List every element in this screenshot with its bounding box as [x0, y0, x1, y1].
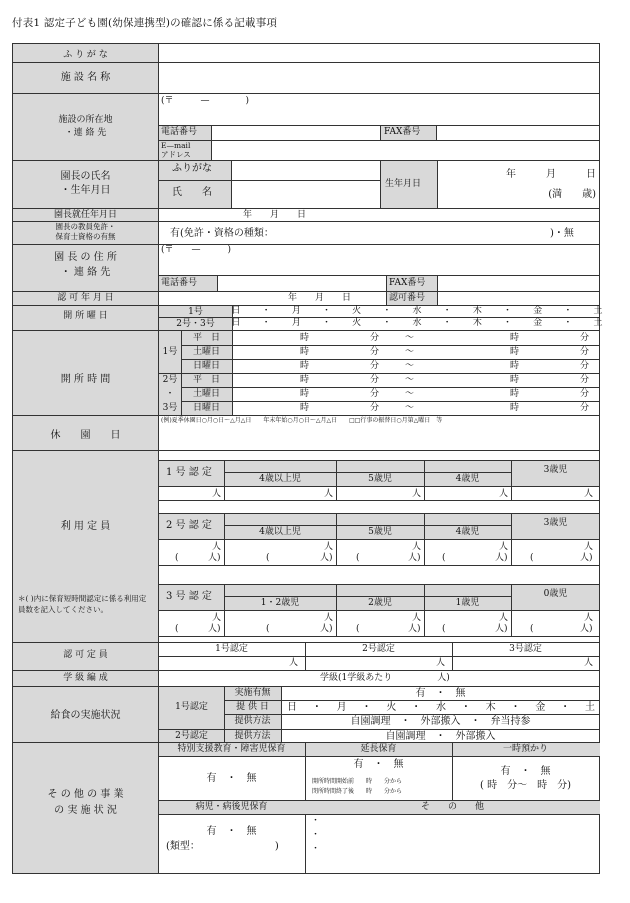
extended-end[interactable]: 閉所時間終了後 時 分から — [312, 788, 403, 795]
meal-day-cell[interactable]: 金 — [535, 702, 546, 713]
capacity-paren-open[interactable]: ( — [356, 553, 360, 563]
meals-day-label: 提 供 日 — [236, 702, 269, 712]
divider — [12, 244, 600, 245]
meal-day-cell[interactable]: 月 — [336, 702, 347, 713]
hours-kara: ～ — [405, 347, 415, 357]
hours-fun-open[interactable]: 分 — [370, 375, 380, 385]
director-furigana-label: ふりがな — [172, 163, 212, 174]
capacity-paren-open[interactable]: ( — [266, 553, 270, 563]
hours-fun-close[interactable]: 分 — [580, 403, 590, 413]
divider — [599, 460, 600, 500]
day-cell: ・ — [382, 306, 392, 316]
hours-day: 土曜日 — [192, 347, 220, 357]
hours-day: 日曜日 — [192, 361, 220, 371]
day-cell: ・ — [502, 318, 512, 328]
license-value[interactable]: 有(免許・資格の種類： — [170, 228, 274, 239]
capacity-note: ＊( )内に保育短時間認定に係る利用定員数を記入してください。 — [18, 594, 147, 614]
other-bullet-3: ・ — [311, 844, 321, 854]
open-hours-label: 開 所 時 間 — [60, 374, 111, 385]
capacity-col-header: 1歳児 — [455, 598, 480, 608]
meals-type-2: 2号認定 — [175, 731, 208, 741]
divider — [386, 291, 387, 305]
hours-kara: ～ — [405, 361, 415, 371]
capacity-col-header: 5歳児 — [368, 527, 392, 537]
address-postal[interactable]: (〒 — ) — [161, 96, 250, 106]
meal-day-cell[interactable]: 木 — [485, 702, 496, 713]
divider — [224, 700, 600, 701]
divider — [224, 513, 225, 565]
hours-fun-open[interactable]: 分 — [370, 389, 380, 399]
capacity-nintei: 3 号 認 定 — [166, 591, 212, 602]
meals-method-2[interactable]: 自園調理 ・ 外部搬入 — [385, 731, 496, 742]
divider — [436, 125, 437, 140]
hours-day: 平 日 — [192, 375, 220, 385]
page-title: 付表1 認定子ども園(幼保連携型)の確認に係る記載事項 — [12, 17, 278, 29]
capacity-col-header: 1・2歳児 — [260, 598, 300, 608]
other-bullet-1: ・ — [311, 816, 321, 826]
divider — [159, 373, 600, 374]
license-label-2: 保育士資格の有無 — [55, 232, 116, 241]
day-cell: ・ — [502, 306, 512, 316]
capacity-paren-open[interactable]: ( — [530, 553, 534, 563]
capacity-unit[interactable]: 人 — [212, 542, 222, 552]
divider — [380, 125, 381, 140]
licensed-capacity-label: 認 可 定 員 — [63, 650, 108, 660]
divider — [217, 275, 218, 291]
meal-day-cell: ・ — [311, 702, 322, 713]
capacity-nintei: 1 号 認 定 — [166, 467, 212, 478]
divider — [158, 814, 600, 815]
hours-fun-close[interactable]: 分 — [580, 375, 590, 385]
divider — [437, 275, 438, 291]
temporary-time[interactable]: ( 時 分～ 時 分) — [480, 780, 571, 791]
furigana-label: ふ り が な — [63, 50, 108, 60]
divider — [386, 275, 387, 291]
birth-age[interactable]: (満 歳) — [548, 189, 596, 200]
approval-date[interactable]: 年 月 日 — [288, 293, 352, 303]
hours-ji-open[interactable]: 時 — [300, 375, 310, 385]
capacity-unit[interactable]: 人 — [324, 542, 334, 552]
day-cell: ・ — [321, 306, 331, 316]
divider — [158, 275, 600, 276]
day-cell: ・ — [382, 318, 392, 328]
day-cell[interactable]: 土 — [593, 318, 603, 328]
capacity-unit[interactable]: 人 — [499, 489, 509, 499]
capacity-paren-close[interactable]: 人) — [495, 553, 508, 563]
hours-fun-close[interactable]: 分 — [580, 361, 590, 371]
capacity-nintei: 2 号 認 定 — [166, 520, 212, 531]
hours-ji-open[interactable]: 時 — [300, 333, 310, 343]
capacity-col-header: 2歳児 — [368, 598, 392, 608]
divider — [181, 401, 600, 402]
facility-name-label: 施 設 名 称 — [60, 72, 111, 83]
day-cell: ・ — [261, 318, 271, 328]
divider — [158, 636, 600, 637]
hours-fun-close[interactable]: 分 — [580, 333, 590, 343]
capacity-paren-close[interactable]: 人) — [320, 624, 333, 634]
capacity-unit[interactable]: 人 — [584, 489, 594, 499]
divider — [158, 756, 600, 757]
capacity-paren-close[interactable]: 人) — [580, 624, 593, 634]
day-cell: ・ — [321, 318, 331, 328]
capacity-paren-open[interactable]: ( — [442, 624, 446, 634]
capacity-paren-open[interactable]: ( — [442, 553, 446, 563]
licensed-unit-2: 人 — [436, 658, 446, 668]
hours-type: 2号 — [162, 375, 178, 385]
day-cell[interactable]: 土 — [593, 306, 603, 316]
capacity-paren-open[interactable]: ( — [356, 624, 360, 634]
divider — [181, 359, 600, 360]
divider — [12, 291, 600, 292]
divider — [158, 125, 600, 126]
divider — [12, 415, 600, 416]
hours-fun-open[interactable]: 分 — [370, 333, 380, 343]
tel2-label: 電話番号 — [161, 278, 198, 288]
capacity-paren-open[interactable]: ( — [175, 553, 179, 563]
meals-umu[interactable]: 有 ・ 無 — [415, 688, 466, 699]
capacity-col-header: 4歳児 — [455, 474, 480, 484]
hours-ji-close[interactable]: 時 — [510, 403, 520, 413]
capacity-paren-close[interactable]: 人) — [495, 624, 508, 634]
divider — [336, 584, 337, 636]
divider — [12, 686, 600, 687]
director-address-label-2: ・ 連 絡 先 — [60, 267, 111, 278]
fax2-label: FAX番号 — [389, 278, 426, 288]
divider — [12, 642, 600, 643]
divider — [224, 714, 600, 715]
hours-fun-open[interactable]: 分 — [370, 347, 380, 357]
hours-ji-close[interactable]: 時 — [510, 389, 520, 399]
meal-day-cell[interactable]: 火 — [386, 702, 397, 713]
capacity-unit[interactable]: 人 — [584, 542, 594, 552]
license-tail[interactable]: )・無 — [550, 228, 574, 239]
hours-kara: ～ — [405, 333, 415, 343]
hours-ji-open[interactable]: 時 — [300, 403, 310, 413]
hours-day: 日曜日 — [192, 403, 220, 413]
capacity-col-header: 0歳児 — [543, 589, 568, 599]
divider — [599, 513, 600, 565]
capacity-paren-close[interactable]: 人) — [408, 624, 421, 634]
hours-ji-close[interactable]: 時 — [510, 361, 520, 371]
divider — [599, 584, 600, 636]
hours-day: 土曜日 — [192, 389, 220, 399]
other-label-1: そ の 他 の 事 業 — [47, 789, 124, 800]
divider — [211, 125, 212, 160]
day-cell[interactable]: 木 — [472, 306, 482, 316]
hours-fun-open[interactable]: 分 — [370, 403, 380, 413]
divider — [12, 450, 600, 451]
capacity-label: 利 用 定 員 — [60, 521, 111, 532]
holiday-example: (例)夏季休園日○月○日～△月△日 年末年始○月○日～△月△日 □□行事の振替日○月第△曜日 等 — [161, 417, 443, 424]
capacity-unit[interactable]: 人 — [212, 489, 222, 499]
divider — [380, 160, 381, 208]
hours-type: 1号 — [162, 347, 178, 357]
hours-type: 3号 — [162, 403, 178, 413]
divider — [424, 584, 425, 636]
address-label-1: 施設の所在地 — [58, 115, 113, 125]
capacity-paren-open[interactable]: ( — [266, 624, 270, 634]
day-cell[interactable]: 月 — [291, 318, 301, 328]
day-cell: ・ — [442, 306, 452, 316]
approval-num-label: 認可番号 — [389, 293, 426, 303]
open-days-type-1: 1号 — [188, 307, 203, 317]
inauguration-date[interactable]: 年 月 日 — [243, 210, 307, 220]
hours-fun-close[interactable]: 分 — [580, 347, 590, 357]
hours-ji-open[interactable]: 時 — [300, 361, 310, 371]
holiday-label: 休 園 日 — [50, 430, 121, 441]
divider — [12, 160, 600, 161]
meal-day-cell[interactable]: 水 — [436, 702, 446, 713]
other-h1: 特別支援教育・障害児保育 — [177, 744, 286, 754]
licensed-col-1: 1号認定 — [215, 644, 248, 654]
divider — [181, 345, 600, 346]
capacity-col-header: 4歳児 — [455, 527, 480, 537]
capacity-paren-close[interactable]: 人) — [580, 553, 593, 563]
day-cell[interactable]: 水 — [412, 306, 422, 316]
day-cell[interactable]: 木 — [472, 318, 482, 328]
divider — [424, 513, 425, 565]
capacity-paren-close[interactable]: 人) — [208, 553, 221, 563]
meal-day-cell[interactable]: 日 — [287, 702, 297, 713]
day-cell[interactable]: 火 — [352, 306, 362, 316]
meals-label: 給食の実施状況 — [50, 710, 121, 721]
class-value[interactable]: 学級(1学級あたり 人) — [320, 673, 450, 683]
open-days-label: 開 所 曜 日 — [63, 311, 108, 321]
capacity-col-header: 4歳以上児 — [259, 474, 301, 484]
hours-ji-close[interactable]: 時 — [510, 347, 520, 357]
open-days-type-2: 2号・3号 — [176, 319, 215, 329]
meals-jisshi-label: 実施有無 — [234, 688, 271, 698]
divider — [158, 565, 600, 566]
divider — [158, 180, 380, 181]
capacity-paren-close[interactable]: 人) — [408, 553, 421, 563]
capacity-col-header: 3歳児 — [543, 465, 568, 475]
divider — [12, 93, 600, 94]
hours-day: 平 日 — [192, 333, 220, 343]
class-label: 学 級 編 成 — [63, 673, 108, 683]
licensed-col-2: 2号認定 — [362, 644, 395, 654]
meal-day-cell: ・ — [510, 702, 521, 713]
divider — [224, 584, 225, 636]
day-cell[interactable]: 金 — [533, 318, 543, 328]
other-h4: 病児・病後児保育 — [195, 802, 268, 812]
address-label-2: ・連 絡 先 — [64, 128, 107, 138]
birth-label: 生年月日 — [385, 179, 422, 189]
tel-label: 電話番号 — [161, 127, 198, 137]
hours-ji-close[interactable]: 時 — [510, 375, 520, 385]
capacity-unit[interactable]: 人 — [412, 489, 422, 499]
licensed-unit-1: 人 — [289, 658, 299, 668]
divider — [224, 472, 511, 473]
divider — [336, 513, 337, 565]
capacity-unit[interactable]: 人 — [412, 542, 422, 552]
licensed-unit-3: 人 — [584, 658, 594, 668]
other-label-2: の 実 施 状 況 — [54, 805, 117, 816]
divider — [158, 729, 600, 730]
director-label-2: ・生年月日 — [60, 185, 111, 196]
capacity-unit[interactable]: 人 — [324, 613, 334, 623]
day-cell: ・ — [442, 318, 452, 328]
capacity-unit[interactable]: 人 — [412, 613, 422, 623]
other-h3: 一時預かり — [502, 744, 548, 754]
temporary-umu[interactable]: 有 ・ 無 — [500, 766, 551, 777]
meals-method-1[interactable]: 自園調理 ・ 外部搬入 ・ 弁当持参 — [350, 716, 531, 727]
day-cell[interactable]: 水 — [412, 318, 422, 328]
capacity-col-header: 5歳児 — [368, 474, 392, 484]
capacity-unit[interactable]: 人 — [499, 542, 509, 552]
divider — [224, 525, 511, 526]
other-h5: そ の 他 — [420, 802, 484, 812]
extended-start[interactable]: 開所時間開始前 時 分から — [312, 778, 403, 785]
hours-kara: ～ — [405, 403, 415, 413]
meal-day-cell[interactable]: 土 — [585, 702, 595, 713]
meal-day-cell: ・ — [560, 702, 571, 713]
divider — [224, 596, 511, 597]
inauguration-label: 園長就任年月日 — [53, 210, 117, 220]
meal-day-cell: ・ — [460, 702, 471, 713]
director-address-label-1: 園 長 の 住 所 — [54, 252, 117, 263]
divider — [158, 140, 600, 141]
hours-kara: ～ — [405, 389, 415, 399]
hours-fun-close[interactable]: 分 — [580, 389, 590, 399]
divider — [181, 387, 600, 388]
capacity-paren-open[interactable]: ( — [175, 624, 179, 634]
day-cell: ・ — [563, 306, 573, 316]
capacity-paren-close[interactable]: 人) — [208, 624, 221, 634]
divider — [437, 160, 438, 208]
divider — [158, 656, 600, 657]
capacity-unit[interactable]: 人 — [584, 613, 594, 623]
license-label-1: 園長の教員免許・ — [55, 222, 116, 231]
meal-day-cell: ・ — [361, 702, 372, 713]
meals-method-label-2: 提供方法 — [234, 731, 271, 741]
divider — [12, 330, 600, 331]
hours-ji-close[interactable]: 時 — [510, 333, 520, 343]
divider — [12, 208, 600, 209]
meals-type-1: 1号認定 — [175, 702, 208, 712]
capacity-col-header: 4歳以上児 — [259, 527, 301, 537]
capacity-paren-close[interactable]: 人) — [320, 553, 333, 563]
capacity-unit[interactable]: 人 — [324, 489, 334, 499]
director-name-label: 氏 名 — [172, 187, 212, 198]
day-cell: ・ — [563, 318, 573, 328]
approval-date-label: 認 可 年 月 日 — [57, 293, 114, 303]
other-bullet-2: ・ — [311, 830, 321, 840]
day-cell[interactable]: 月 — [291, 306, 301, 316]
hours-ji-open[interactable]: 時 — [300, 389, 310, 399]
capacity-unit[interactable]: 人 — [212, 613, 222, 623]
email-label-2: アドレス — [161, 150, 191, 159]
divider — [437, 291, 438, 305]
extended-umu[interactable]: 有 ・ 無 — [353, 759, 404, 770]
day-cell: ・ — [261, 306, 271, 316]
hours-type: ・ — [165, 389, 175, 399]
day-cell[interactable]: 火 — [352, 318, 362, 328]
capacity-col-header: 3歳児 — [543, 518, 568, 528]
hours-kara: ～ — [405, 375, 415, 385]
meals-method-label: 提供方法 — [234, 716, 271, 726]
hours-ji-open[interactable]: 時 — [300, 347, 310, 357]
meal-day-cell: ・ — [411, 702, 422, 713]
fax-label: FAX番号 — [384, 127, 421, 137]
day-cell[interactable]: 日 — [231, 318, 241, 328]
email-label-1: E—mail — [161, 141, 191, 150]
hours-fun-open[interactable]: 分 — [370, 361, 380, 371]
capacity-paren-open[interactable]: ( — [530, 624, 534, 634]
day-cell[interactable]: 金 — [533, 306, 543, 316]
sick-child-type[interactable]: (類型： ) — [166, 841, 279, 852]
facility-furigana-input[interactable] — [159, 44, 599, 62]
other-h2: 延長保育 — [360, 744, 397, 754]
divider — [231, 160, 232, 208]
label-column-bg — [13, 44, 158, 873]
capacity-unit[interactable]: 人 — [499, 613, 509, 623]
director-postal[interactable]: (〒 — ) — [161, 245, 232, 255]
special-ed-umu[interactable]: 有 ・ 無 — [206, 773, 257, 784]
birth-ymd[interactable]: 年 月 日 — [506, 169, 596, 180]
licensed-col-3: 3号認定 — [509, 644, 542, 654]
day-cell[interactable]: 日 — [231, 306, 241, 316]
divider — [12, 670, 600, 671]
facility-name-input[interactable] — [159, 63, 599, 93]
director-label-1: 園長の氏名 — [60, 171, 111, 182]
sick-child-umu[interactable]: 有 ・ 無 — [206, 826, 257, 837]
divider — [158, 500, 600, 501]
